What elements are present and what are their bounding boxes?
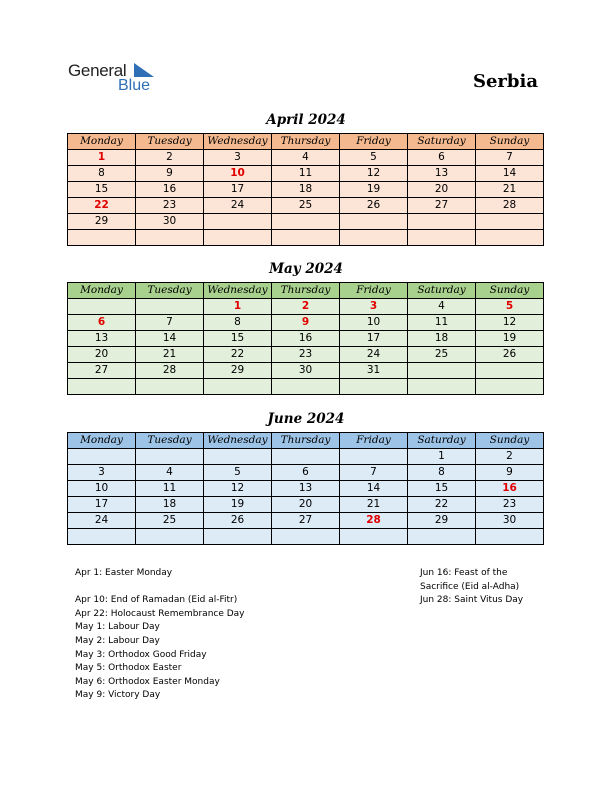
day-cell xyxy=(408,379,476,395)
day-cell: 4 xyxy=(272,150,340,166)
day-cell: 18 xyxy=(408,331,476,347)
weekday-header: Friday xyxy=(340,283,408,299)
day-cell: 11 xyxy=(136,481,204,497)
day-cell: 13 xyxy=(272,481,340,497)
day-cell xyxy=(68,379,136,395)
day-cell xyxy=(136,230,204,246)
logo-text-blue: Blue xyxy=(118,77,151,94)
day-cell xyxy=(340,529,408,545)
weekday-header-row xyxy=(68,433,544,449)
day-cell xyxy=(408,529,476,545)
week-row xyxy=(68,347,544,363)
day-cell: 5 xyxy=(340,150,408,166)
day-cell xyxy=(476,363,544,379)
day-cell: 12 xyxy=(476,315,544,331)
week-row xyxy=(68,363,544,379)
day-cell: 28 xyxy=(476,198,544,214)
day-cell: 16 xyxy=(476,481,544,497)
day-cell xyxy=(340,449,408,465)
day-cell: 15 xyxy=(408,481,476,497)
holiday-note: May 5: Orthodox Easter xyxy=(75,663,182,674)
day-cell: 17 xyxy=(204,182,272,198)
day-cell xyxy=(408,214,476,230)
day-cell: 1 xyxy=(408,449,476,465)
day-cell xyxy=(408,230,476,246)
day-cell: 15 xyxy=(204,331,272,347)
holiday-note: Sacrifice (Eid al-Adha) xyxy=(420,581,520,592)
day-cell: 1 xyxy=(204,299,272,315)
day-cell: 8 xyxy=(68,166,136,182)
weekday-header: Saturday xyxy=(408,283,476,299)
weekday-header: Friday xyxy=(340,134,408,150)
day-cell: 24 xyxy=(340,347,408,363)
weekday-header: Saturday xyxy=(408,433,476,449)
day-cell: 3 xyxy=(68,465,136,481)
day-cell xyxy=(136,449,204,465)
day-cell: 1 xyxy=(68,150,136,166)
logo-text-general: General xyxy=(68,61,127,80)
day-cell: 27 xyxy=(408,198,476,214)
month-title: June 2024 xyxy=(267,411,345,427)
day-cell xyxy=(204,529,272,545)
day-cell: 15 xyxy=(68,182,136,198)
day-cell xyxy=(340,214,408,230)
day-cell: 10 xyxy=(204,166,272,182)
day-cell: 23 xyxy=(476,497,544,513)
week-row xyxy=(68,513,544,529)
day-cell xyxy=(204,214,272,230)
day-cell: 8 xyxy=(204,315,272,331)
holiday-note: Apr 10: End of Ramadan (Eid al-Fitr) xyxy=(75,595,238,606)
holiday-note xyxy=(75,581,245,595)
weekday-header: Wednesday xyxy=(204,283,272,299)
logo-triangle-icon xyxy=(134,63,154,77)
weekday-header: Wednesday xyxy=(204,433,272,449)
week-row xyxy=(68,182,544,198)
day-cell: 25 xyxy=(136,513,204,529)
day-cell: 11 xyxy=(272,166,340,182)
day-cell: 2 xyxy=(272,299,340,315)
day-cell: 30 xyxy=(272,363,340,379)
day-cell: 5 xyxy=(204,465,272,481)
day-cell: 26 xyxy=(204,513,272,529)
holiday-note: Jun 28: Saint Vitus Day xyxy=(420,595,524,606)
holiday-note: May 1: Labour Day xyxy=(75,622,160,633)
day-cell: 29 xyxy=(204,363,272,379)
day-cell: 14 xyxy=(476,166,544,182)
day-cell xyxy=(272,214,340,230)
week-row xyxy=(68,379,544,395)
day-cell: 23 xyxy=(136,198,204,214)
holiday-note: Apr 22: Holocaust Remembrance Day xyxy=(75,608,245,619)
weekday-header: Sunday xyxy=(476,283,544,299)
day-cell xyxy=(272,379,340,395)
day-cell: 26 xyxy=(340,198,408,214)
day-cell: 2 xyxy=(476,449,544,465)
month-calendar-table xyxy=(67,133,544,246)
day-cell: 3 xyxy=(340,299,408,315)
weekday-header-row xyxy=(68,134,544,150)
week-row xyxy=(68,230,544,246)
day-cell: 18 xyxy=(136,497,204,513)
day-cell xyxy=(136,379,204,395)
day-cell: 30 xyxy=(136,214,204,230)
day-cell: 12 xyxy=(340,166,408,182)
country-title: Serbia xyxy=(472,71,538,92)
day-cell: 22 xyxy=(68,198,136,214)
holiday-notes-left xyxy=(75,567,245,703)
weekday-header: Thursday xyxy=(272,283,340,299)
day-cell xyxy=(408,363,476,379)
day-cell: 30 xyxy=(476,513,544,529)
week-row xyxy=(68,198,544,214)
day-cell: 3 xyxy=(204,150,272,166)
day-cell: 5 xyxy=(476,299,544,315)
day-cell: 22 xyxy=(204,347,272,363)
day-cell: 27 xyxy=(68,363,136,379)
day-cell xyxy=(68,529,136,545)
weekday-header: Tuesday xyxy=(136,283,204,299)
month-title: May 2024 xyxy=(269,261,343,277)
week-row xyxy=(68,150,544,166)
holiday-note: May 3: Orthodox Good Friday xyxy=(75,649,207,660)
day-cell: 7 xyxy=(136,315,204,331)
weekday-header: Sunday xyxy=(476,433,544,449)
week-row xyxy=(68,497,544,513)
day-cell xyxy=(272,529,340,545)
weekday-header: Monday xyxy=(68,433,136,449)
day-cell xyxy=(272,230,340,246)
weekday-header: Sunday xyxy=(476,134,544,150)
day-cell: 6 xyxy=(408,150,476,166)
day-cell xyxy=(68,299,136,315)
week-row xyxy=(68,465,544,481)
weekday-header: Monday xyxy=(68,283,136,299)
day-cell: 25 xyxy=(272,198,340,214)
holiday-note: Jun 16: Feast of the xyxy=(420,568,508,578)
week-row xyxy=(68,481,544,497)
day-cell: 7 xyxy=(476,150,544,166)
day-cell: 18 xyxy=(272,182,340,198)
holiday-note: May 2: Labour Day xyxy=(75,635,160,646)
day-cell: 13 xyxy=(68,331,136,347)
day-cell: 26 xyxy=(476,347,544,363)
day-cell: 9 xyxy=(136,166,204,182)
week-row xyxy=(68,315,544,331)
day-cell: 28 xyxy=(340,513,408,529)
day-cell xyxy=(340,379,408,395)
day-cell xyxy=(476,214,544,230)
day-cell: 6 xyxy=(272,465,340,481)
day-cell xyxy=(476,529,544,545)
day-cell: 25 xyxy=(408,347,476,363)
day-cell: 21 xyxy=(136,347,204,363)
day-cell: 29 xyxy=(408,513,476,529)
weekday-header: Wednesday xyxy=(204,134,272,150)
weekday-header: Tuesday xyxy=(136,433,204,449)
day-cell xyxy=(136,299,204,315)
day-cell xyxy=(340,230,408,246)
month-title: April 2024 xyxy=(266,112,346,128)
day-cell: 11 xyxy=(408,315,476,331)
day-cell: 7 xyxy=(340,465,408,481)
day-cell: 10 xyxy=(340,315,408,331)
day-cell: 16 xyxy=(136,182,204,198)
day-cell: 29 xyxy=(68,214,136,230)
day-cell: 17 xyxy=(340,331,408,347)
day-cell xyxy=(272,449,340,465)
holiday-notes-right xyxy=(420,567,523,608)
day-cell: 9 xyxy=(272,315,340,331)
day-cell xyxy=(68,230,136,246)
day-cell xyxy=(204,379,272,395)
day-cell: 4 xyxy=(136,465,204,481)
day-cell: 20 xyxy=(68,347,136,363)
day-cell: 4 xyxy=(408,299,476,315)
day-cell: 9 xyxy=(476,465,544,481)
day-cell: 12 xyxy=(204,481,272,497)
week-row xyxy=(68,166,544,182)
day-cell: 19 xyxy=(340,182,408,198)
day-cell: 19 xyxy=(204,497,272,513)
day-cell: 14 xyxy=(340,481,408,497)
day-cell xyxy=(476,379,544,395)
logo xyxy=(68,61,168,97)
day-cell: 14 xyxy=(136,331,204,347)
day-cell: 22 xyxy=(408,497,476,513)
day-cell: 16 xyxy=(272,331,340,347)
weekday-header: Friday xyxy=(340,433,408,449)
holiday-note: Apr 1: Easter Monday xyxy=(75,568,173,578)
day-cell: 13 xyxy=(408,166,476,182)
day-cell: 6 xyxy=(68,315,136,331)
day-cell: 21 xyxy=(340,497,408,513)
day-cell xyxy=(204,449,272,465)
day-cell: 8 xyxy=(408,465,476,481)
weekday-header: Saturday xyxy=(408,134,476,150)
day-cell xyxy=(204,230,272,246)
day-cell: 21 xyxy=(476,182,544,198)
weekday-header: Thursday xyxy=(272,433,340,449)
week-row xyxy=(68,331,544,347)
day-cell: 23 xyxy=(272,347,340,363)
day-cell: 19 xyxy=(476,331,544,347)
weekday-header: Monday xyxy=(68,134,136,150)
week-row xyxy=(68,449,544,465)
holiday-note: May 6: Orthodox Easter Monday xyxy=(75,676,220,687)
week-row xyxy=(68,299,544,315)
month-calendar-table xyxy=(67,282,544,395)
weekday-header: Thursday xyxy=(272,134,340,150)
day-cell: 28 xyxy=(136,363,204,379)
month-calendar-table xyxy=(67,432,544,545)
day-cell: 20 xyxy=(272,497,340,513)
day-cell xyxy=(136,529,204,545)
day-cell: 2 xyxy=(136,150,204,166)
day-cell: 17 xyxy=(68,497,136,513)
day-cell: 24 xyxy=(204,198,272,214)
day-cell: 31 xyxy=(340,363,408,379)
day-cell: 10 xyxy=(68,481,136,497)
weekday-header: Tuesday xyxy=(136,134,204,150)
day-cell: 20 xyxy=(408,182,476,198)
day-cell xyxy=(476,230,544,246)
day-cell: 24 xyxy=(68,513,136,529)
week-row xyxy=(68,214,544,230)
day-cell xyxy=(68,449,136,465)
holiday-note: May 9: Victory Day xyxy=(75,690,161,701)
week-row xyxy=(68,529,544,545)
day-cell: 27 xyxy=(272,513,340,529)
weekday-header-row xyxy=(68,283,544,299)
